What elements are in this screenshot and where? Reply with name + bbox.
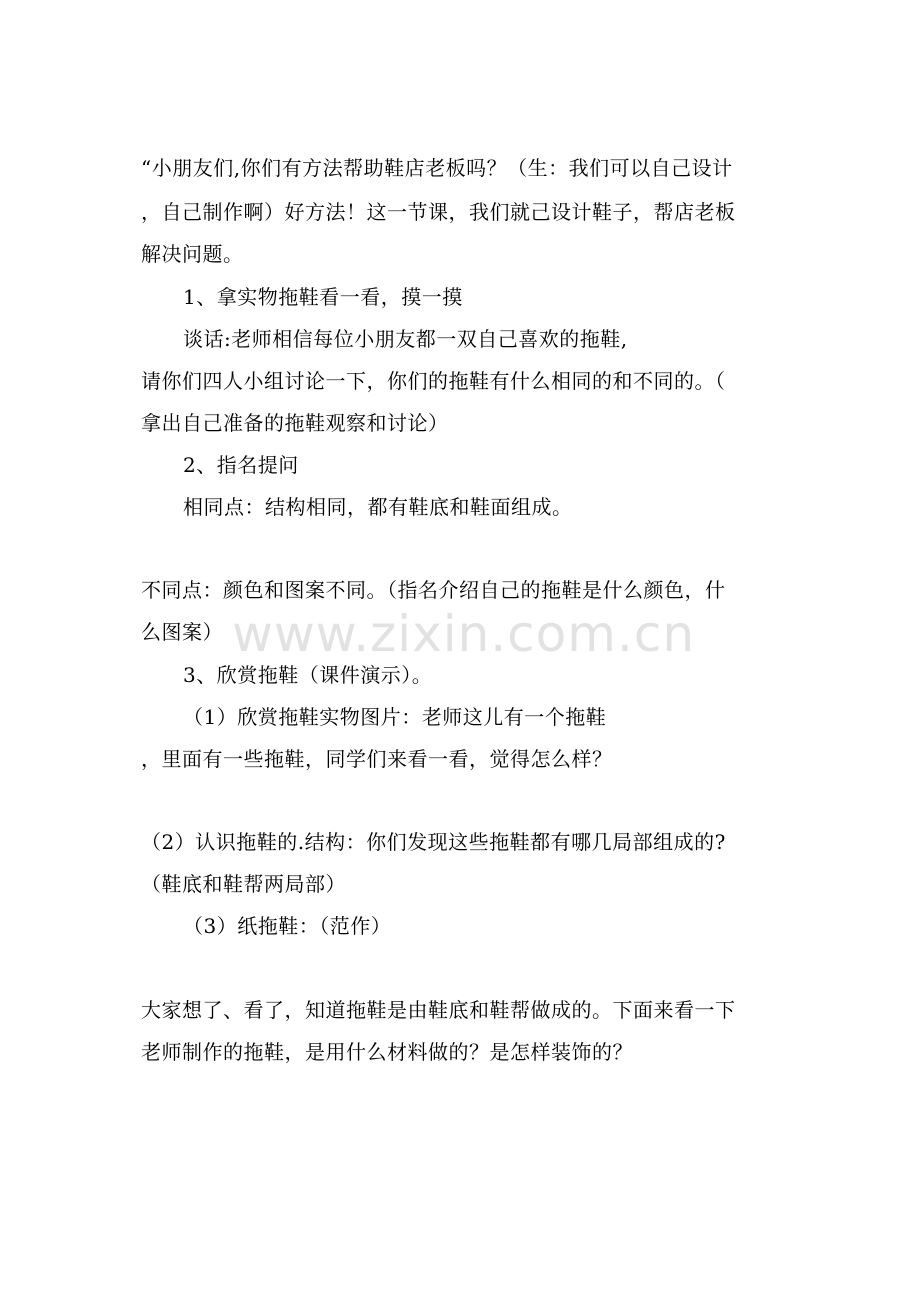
text-line: 么图案） (141, 620, 223, 644)
watermark: www.zixin.com.cn (232, 605, 696, 663)
text-line: （3）纸拖鞋：（范作） (183, 914, 392, 938)
text-line: 老师制作的拖鞋，是用什么材料做的？是怎样装饰的？ (141, 1040, 633, 1064)
text-line: 请你们四人小组讨论一下，你们的拖鞋有什么相同的和不同的。（ (141, 369, 726, 393)
text-line: 大家想了、看了，知道拖鞋是由鞋底和鞋帮做成的。下面来看一下 (141, 998, 736, 1022)
text-line: 1、拿实物拖鞋看一看，摸一摸 (183, 285, 463, 309)
text-line: 2、指名提问 (183, 453, 299, 477)
text-line: 拿出自己准备的拖鞋观察和讨论） (141, 411, 449, 435)
text-line: （1）欣赏拖鞋实物图片：老师这儿有一个拖鞋 (183, 705, 607, 729)
text-line: 不同点：颜色和图案不同。（指名介绍自己的拖鞋是什么颜色，什 (141, 578, 726, 602)
text-line: 解决问题。 (141, 242, 244, 266)
text-line: （鞋底和鞋帮两局部） (141, 872, 346, 896)
text-line: （2）认识拖鞋的.结构：你们发现这些拖鞋都有哪几局部组成的? (141, 830, 726, 854)
text-line: 3、欣赏拖鞋（课件演示）。 (183, 663, 433, 687)
text-line: 相同点：结构相同，都有鞋底和鞋面组成。 (183, 495, 573, 519)
text-line: ，里面有一些拖鞋，同学们来看一看，觉得怎么样？ (141, 747, 613, 771)
text-line: 谈话:老师相信每位小朋友都一双自己喜欢的拖鞋, (183, 327, 628, 351)
text-line: “小朋友们,你们有方法帮助鞋店老板吗？（生：我们可以自己设计 (141, 156, 733, 180)
text-line: ，自己制作啊）好方法！这一节课，我们就己设计鞋子，帮店老板 (141, 200, 736, 224)
